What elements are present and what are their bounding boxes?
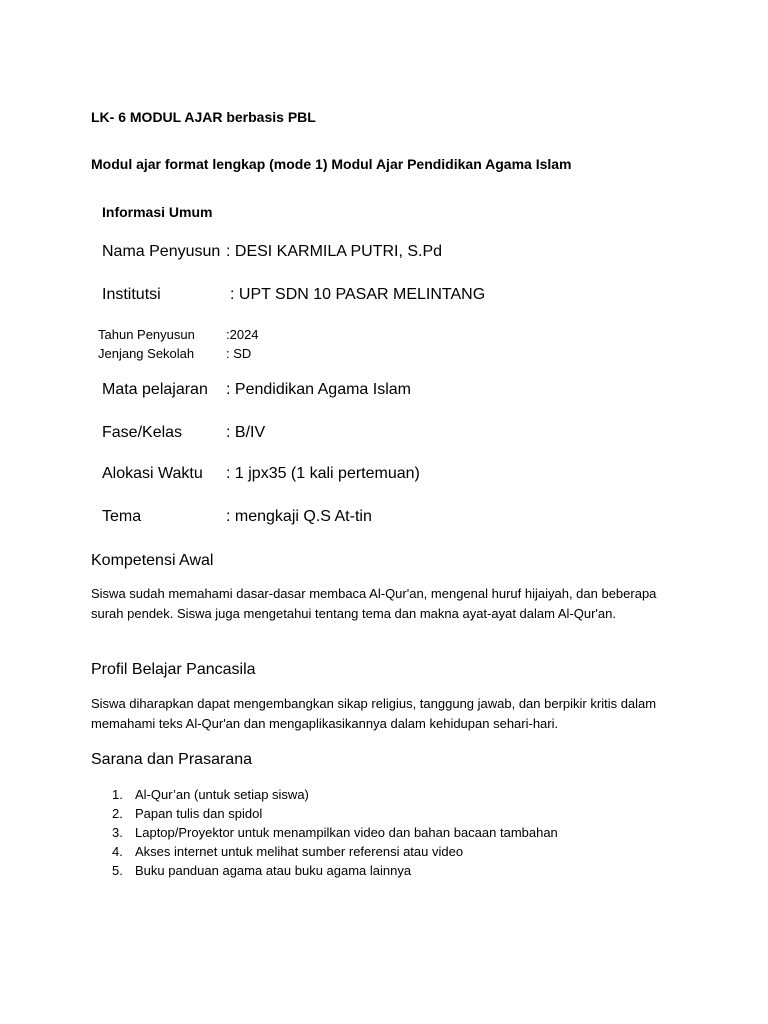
list-item-number: 2.	[112, 806, 123, 821]
field-label: Nama Penyusun	[102, 243, 221, 260]
field-label: Alokasi Waktu	[102, 465, 203, 482]
field-label: Mata pelajaran	[102, 381, 208, 398]
profil-belajar-text: Siswa diharapkan dapat mengembangkan sikap religius, tanggung jawab, dan berpikir kritis dalam memahami teks Al-Qur'an dan mengaplikasikannya dalam kehidupan sehari-hari.	[91, 696, 657, 731]
document-subtitle: Modul ajar format lengkap (mode 1) Modul Ajar Pendidikan Agama Islam	[91, 156, 572, 172]
list-item-text: Buku panduan agama atau buku agama lainnya	[135, 863, 412, 878]
kompetensi-awal-heading: Kompetensi Awal	[91, 552, 214, 569]
sarana-prasarana-heading: Sarana dan Prasarana	[91, 751, 252, 768]
field-value: : 1 jpx35 (1 kali pertemuan)	[226, 465, 420, 482]
profil-belajar-heading: Profil Belajar Pancasila	[91, 661, 256, 678]
list-item-text: Al-Qur’an (untuk setiap siswa)	[135, 787, 309, 802]
list-item-number: 1.	[112, 787, 123, 802]
list-item-number: 5.	[112, 863, 123, 878]
list-item-number: 4.	[112, 844, 123, 859]
field-value: : mengkaji Q.S At-tin	[226, 508, 372, 525]
informasi-umum-heading: Informasi Umum	[102, 204, 213, 220]
field-label: Fase/Kelas	[102, 424, 183, 441]
field-value: : SD	[226, 346, 252, 361]
field-value: :2024	[226, 327, 259, 342]
field-label: Jenjang Sekolah	[98, 346, 195, 361]
list-item-text: Akses internet untuk melihat sumber referensi atau video	[135, 844, 464, 859]
kompetensi-awal-text: Siswa sudah memahami dasar-dasar membaca Al-Qur'an, mengenal huruf hijaiyah, dan beberapa surah pendek. Siswa juga mengetahui tentang tema dan makna ayat-ayat dalam Al-Qur'an.	[91, 586, 657, 621]
field-value: : DESI KARMILA PUTRI, S.Pd	[226, 243, 443, 260]
field-value: : UPT SDN 10 PASAR MELINTANG	[230, 286, 486, 303]
field-label: Tahun Penyusun	[98, 327, 195, 342]
field-value: : Pendidikan Agama Islam	[226, 381, 411, 398]
document-title: LK- 6 MODUL AJAR berbasis PBL	[91, 109, 316, 125]
field-label: Tema	[102, 508, 142, 525]
field-label: Institutsi	[102, 286, 161, 303]
list-item-text: Laptop/Proyektor untuk menampilkan video dan bahan bacaan tambahan	[135, 825, 558, 840]
list-item-number: 3.	[112, 825, 123, 840]
field-value: : B/IV	[226, 424, 266, 441]
list-item-text: Papan tulis dan spidol	[135, 806, 263, 821]
